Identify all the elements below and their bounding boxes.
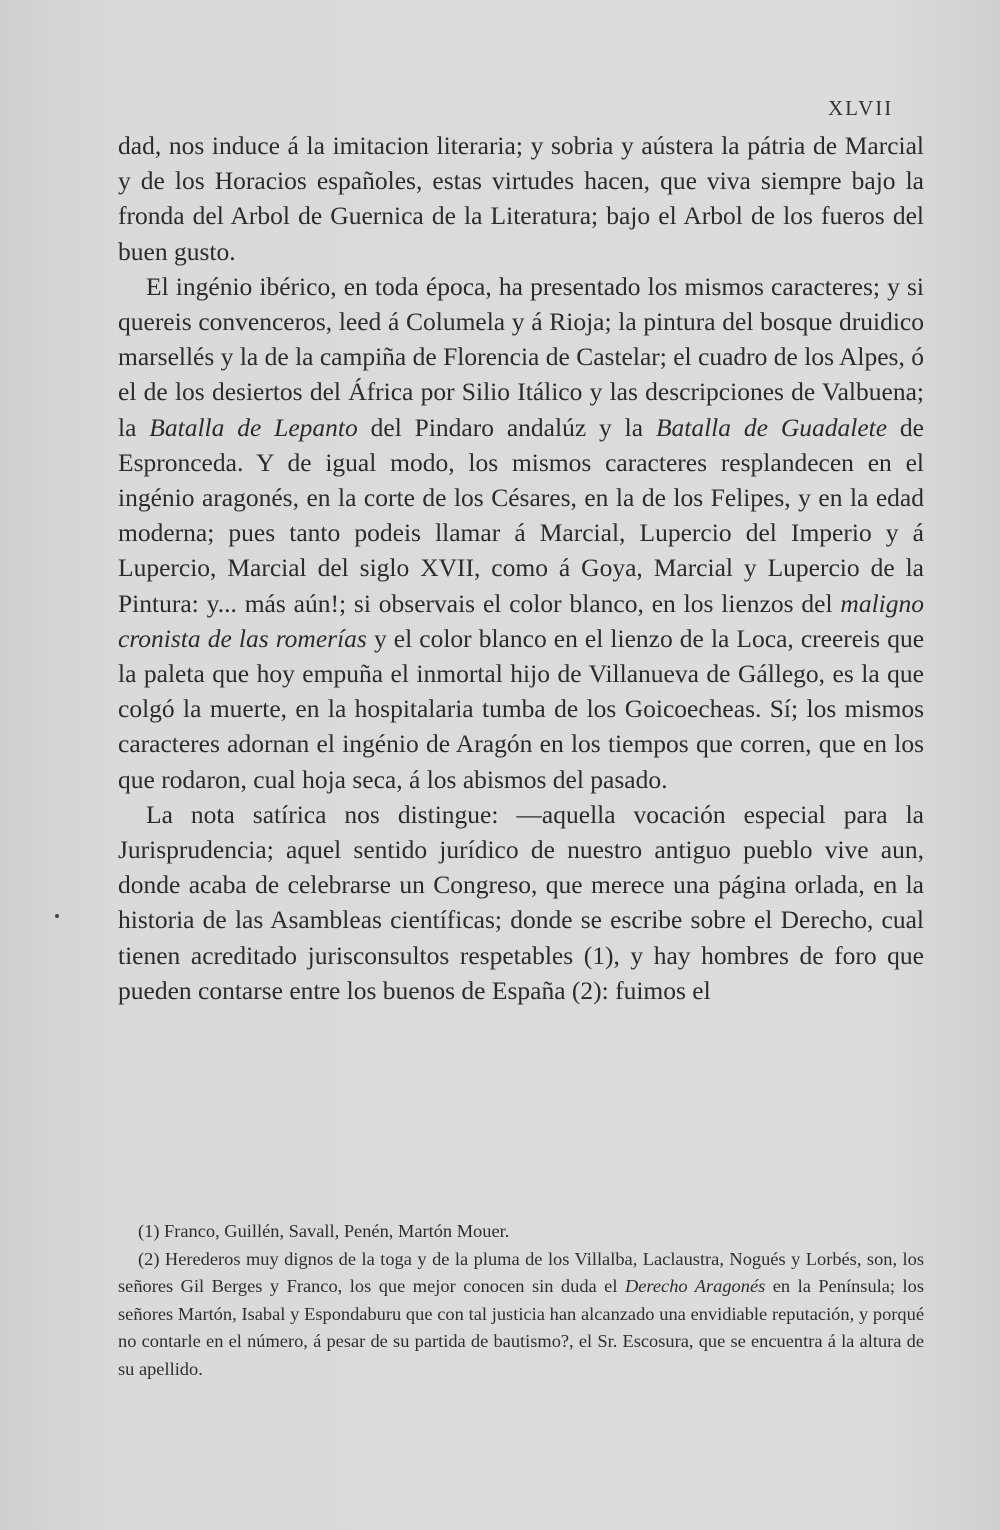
text-run: en la Península; los señores Martón, Isabal y Espondaburu que con tal justicia han alcanzado una envidiable reputación, y porqué no contarle en el número, á pesar de su partida de bautismo?, el Sr. Escosura, que se encuentra á la altura de su apellido. [118,1276,924,1379]
paragraph-2 [118,269,924,797]
main-text [118,128,924,1008]
footnote-2 [118,1246,924,1384]
text-run: (1) Franco, Guillén, Savall, Penén, Martón Mouer. [138,1221,510,1241]
text-run: (2) Herederos muy dignos de la toga y de la pluma de los Villalba, Laclaustra, Nogués y Lorbés, son, los señores Gil Berges y Franco, los que mejor conocen sin duda el [118,1248,924,1297]
paragraph-3 [118,797,924,1008]
footnote-1 [118,1218,924,1246]
italic-title: Derecho Aragonés [624,1276,766,1297]
page-number: XLVII [828,96,894,120]
footnotes [118,1218,924,1384]
paragraph-1 [118,128,924,269]
italic-title: Batalla de Lepanto [149,412,358,442]
italic-title: maligno cronista de las romerías [118,588,924,653]
text-run: La nota satírica nos distingue: —aquella vocación especial para la Jurisprudencia; aquel sentido jurídico de nuestro antiguo pueblo vive aun, donde acaba de celebrarse un Congreso, que merece una página orlada, en la historia de las Asambleas científicas; donde se escribe sobre el Derecho, cual tienen acreditado jurisconsultos respetables (1), y hay hombres de foro que pueden contarse entre los buenos de España (2): fuimos el [118,799,924,1005]
text-run: de Espronceda. Y de igual modo, los mismos caracteres resplandecen en el ingénio aragonés, en la corte de los Césares, en la de los Felipes, y en la edad moderna; pues tanto podeis llamar á Marcial, Lupercio del Imperio y á Lupercio, Marcial del siglo XVII, como á Goya, Marcial y Lupercio de la Pintura: y... más aún!; si observais el color blanco, en los lienzos del [118,412,925,618]
text-run: del Pindaro andalúz y la [357,412,656,442]
text-run: El ingénio ibérico, en toda época, ha presentado los mismos caracteres; y si quereis convenceros, leed á Columela y á Rioja; la pintura del bosque druidico marsellés y la de la campiña de Florencia de Castelar; el cuadro de los Alpes, ó el de los desiertos del África por Silio Itálico y las descripciones de Valbuena; la [118,271,924,442]
print-speck [55,914,59,918]
italic-title: Batalla de Guadalete [655,412,888,442]
text-run: dad, nos induce á la imitacion literaria; y sobria y aústera la pátria de Marcial y de los Horacios españoles, estas virtudes hacen, que viva siempre bajo la fronda del Arbol de Guernica de la Literatura; bajo el Arbol de los fueros del buen gusto. [118,131,924,266]
text-run: y el color blanco en el lienzo de la Loca, creereis que la paleta que hoy empuña el inmortal hijo de Villanueva de Gállego, es la que colgó la muerte, en la hospitalaria tumba de los Goicoecheas. Sí; los mismos caracteres adornan el ingénio de Aragón en los tiempos que corren, que en los que rodaron, cual hoja seca, á los abismos del pasado. [118,623,925,794]
